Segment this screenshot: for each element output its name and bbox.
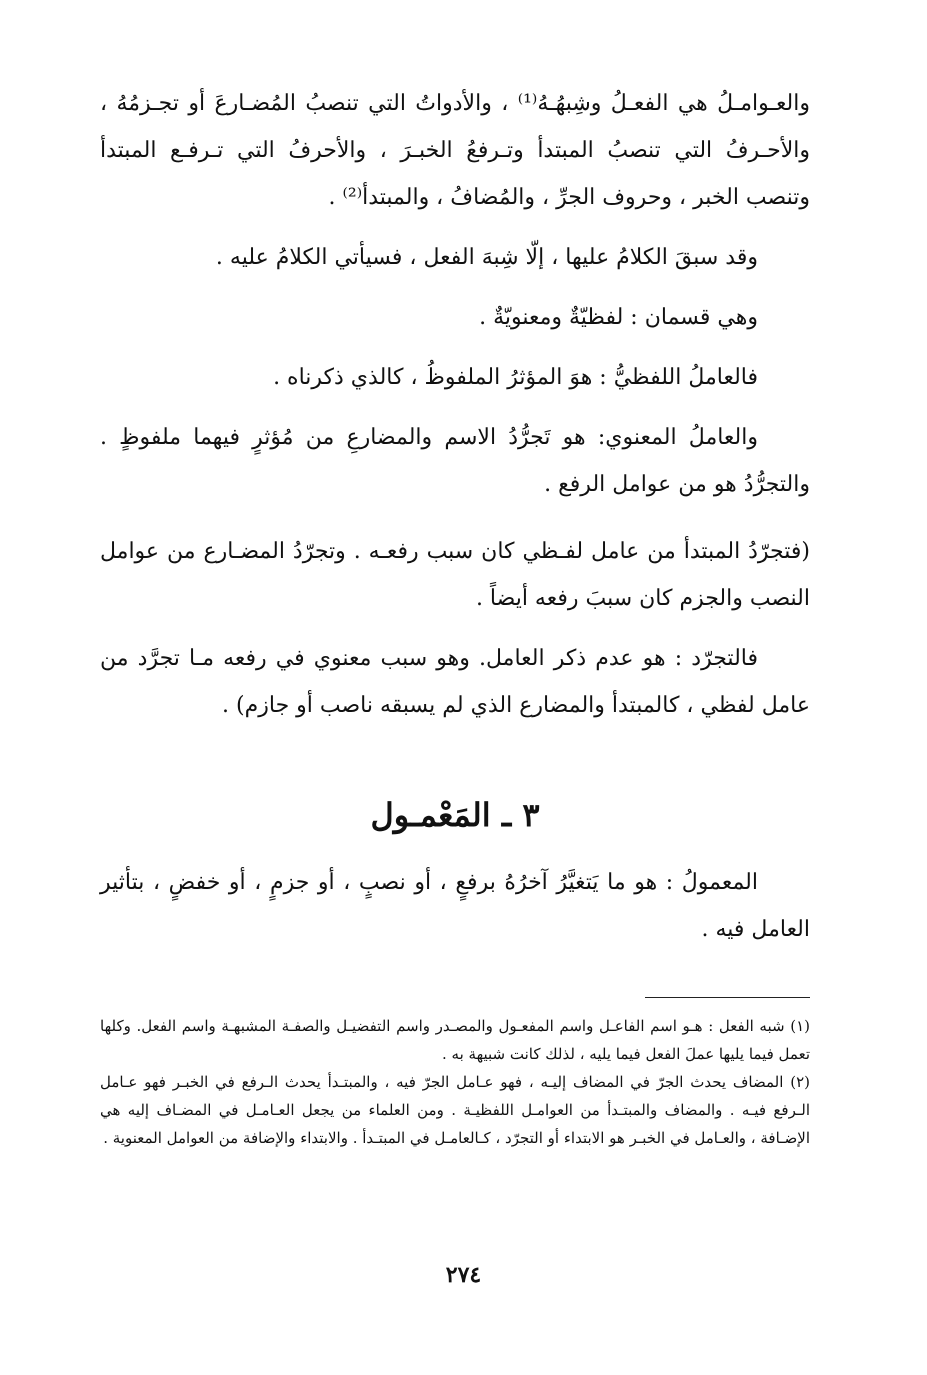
spacer [100,221,810,234]
paragraph-2: وقد سبقَ الكلامُ عليها ، إلّا شِبهَ الفعل ، فسيأتي الكلامُ عليه . [215,245,758,270]
spacer [100,622,810,635]
footnote-divider [645,997,810,998]
footnote-text: المضاف يحدث الجرّ في المضاف إليـه ، فهو عـامل الجرّ فيه ، والمبتـدأ يحدث الـرفع في الخبـر فهو عـامل الـرفع فيـه . والمضاف والمبتـدأ من العوامـل اللفظيـة . ومن العلماء من يجعل العـامـل في المضـاف إليه هي الإضـافة ، والعـامل في الخبـر هو الابتداء أو التجرّد ، كـالعامـل في المبتـدأ . والابتداء والإضافة من العوامل المعنوية . [100,1073,810,1147]
spacer [100,508,810,528]
paragraph-6: (فتجرّدُ المبتدأ من عامل لفـظي كان سبب رفعـه . وتجرّدُ المضـارع من عوامل النصب والجزم كان سببَ رفعه أيضاً . [100,539,810,611]
footnote-1 [100,1012,810,1068]
spacer [100,281,810,294]
paragraph-4: فالعاملُ اللفظيُّ : هوَ المؤثرُ الملفوظُ ، كالذي ذكرناه . [273,365,758,390]
page-body [100,80,810,1152]
spacer [100,401,810,414]
paragraph-3: وهي قسمان : لفظيّةٌ ومعنويّةٌ . [479,305,758,330]
paragraph-1: والعـوامـلُ هي الفعـلُ وشِبهُـهُ⁽¹⁾ ، والأدواتُ التي تنصبُ المُضـارعَ أو تجـزمُهُ ، والأحـرفُ التي تنصبُ المبتدأ وتـرفعُ الخبـرَ ، والأحرفُ التي تـرفـع المبتدأ وتنصب الخبر ، وحروف الجرِّ ، والمُضافُ ، والمبتدأ⁽²⁾ . [100,91,810,210]
paragraph-7: فالتجرّد : هو عدم ذكر العامل. وهو سبب معنوي في رفعه مـا تجرَّد من عامل لفظي ، كالمبتدأ والمضارع الذي لم يسبقه ناصب أو جازم) . [100,646,810,718]
section-heading: ٣ ـ المَعْمـول [370,796,540,834]
page-number: ٢٧٤ [445,1262,482,1288]
footnote-marker: (١) [790,1017,810,1035]
section-paragraph: المعمولُ : هو ما يَتغيَّرُ آخرُهُ برفعٍ ، أو نصبٍ ، أو جزمٍ ، أو خفضٍ ، بتأثير العامل فيه . [100,870,810,942]
spacer [100,341,810,354]
paragraph-5: والعاملُ المعنوي: هو تَجرُّدُ الاسم والمضارعِ من مُؤثرٍ فيهما ملفوظٍ . والتجرُّدُ هو من عوامل الرفع . [100,425,810,497]
footnote-text: شبه الفعل : هـو اسم الفاعـل واسم المفعـول والمصـدر واسم التفضيـل والصفـة المشبهـة واسم الفعل. وكلها تعمل فيما يليها عملَ الفعل فيما يليه ، لذلك كانت شبيهة به . [100,1017,810,1063]
footnote-marker: (٢) [790,1073,810,1091]
footnote-2 [100,1068,810,1152]
